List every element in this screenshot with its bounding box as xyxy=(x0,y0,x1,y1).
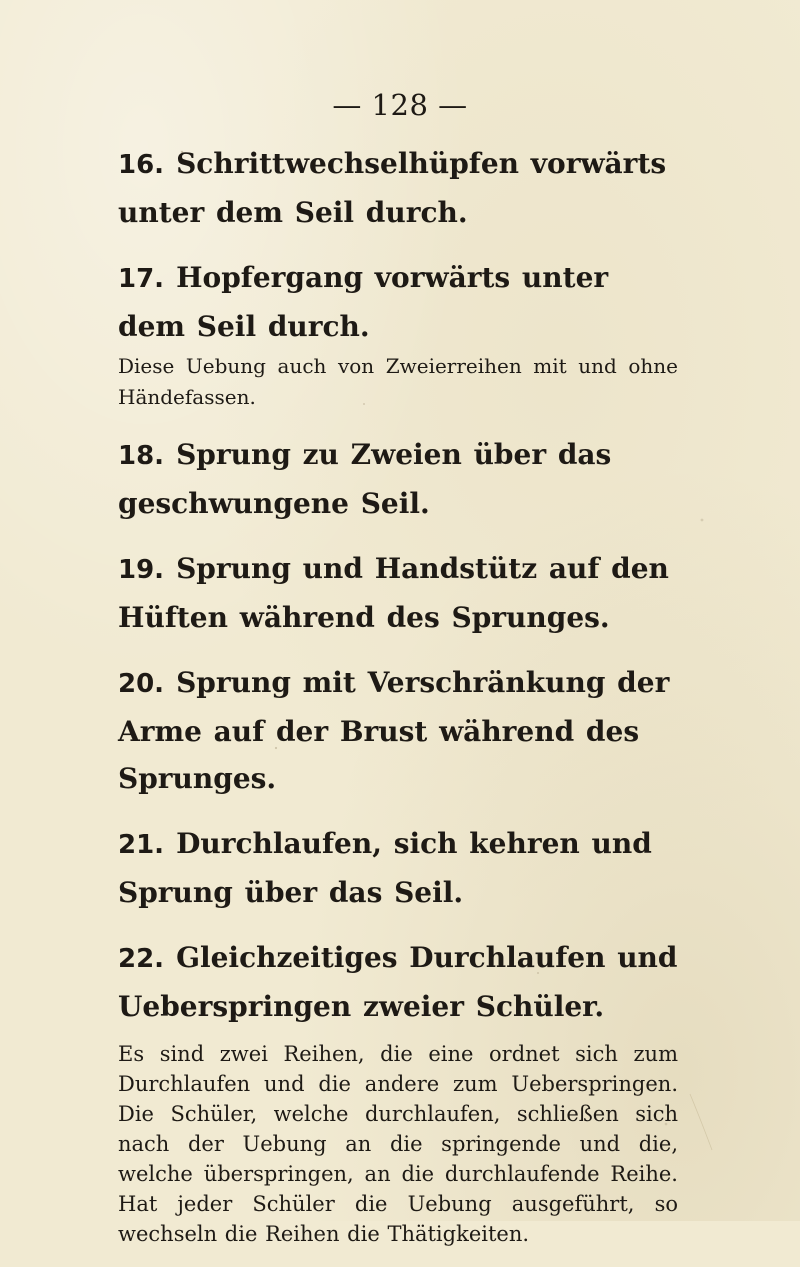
exercise-heading xyxy=(118,431,678,527)
exercise-19 xyxy=(118,545,678,641)
exercise-title: Sprung und Handstütz auf den Hüften während des Sprunges. xyxy=(118,552,669,634)
page-number: — 128 — xyxy=(332,88,468,122)
exercise-number: 21. xyxy=(118,830,165,860)
exercise-heading xyxy=(118,545,678,641)
exercise-number: 20. xyxy=(118,669,165,699)
exercise-list xyxy=(118,140,678,1267)
exercise-title: Sprung mit Verschränkung der Arme auf der Brust während des Sprunges. xyxy=(118,666,670,795)
exercise-heading xyxy=(118,140,678,236)
exercise-title: Durchlaufen, sich kehren und Sprung über das Seil. xyxy=(118,827,652,909)
exercise-20 xyxy=(118,659,678,802)
exercise-title: Hopfergang vorwärts unter dem Seil durch. xyxy=(118,261,609,343)
exercise-title: Schrittwechselhüpfen vorwärts unter dem Seil durch. xyxy=(118,147,667,229)
exercise-22 xyxy=(118,934,678,1249)
exercise-heading xyxy=(118,254,678,350)
exercise-title: Sprung zu Zweien über das geschwungene Seil. xyxy=(118,438,612,520)
exercise-heading xyxy=(118,659,678,802)
exercise-number: 16. xyxy=(118,150,165,180)
exercise-heading xyxy=(118,820,678,916)
exercise-number: 17. xyxy=(118,264,165,294)
exercise-16 xyxy=(118,140,678,236)
exercise-number: 19. xyxy=(118,555,165,585)
exercise-note: Es sind zwei Reihen, die eine ordnet sich zum Durchlaufen und die andere zum Ueberspringen. Die Schüler, welche durchlaufen, schließen sich nach der Uebung an die springende und die, welche überspringen, an die durchlaufende Reihe. Hat jeder Schüler die Uebung ausgeführt, so wechseln die Reihen die Thätigkeiten. xyxy=(118,1042,678,1246)
exercise-21 xyxy=(118,820,678,916)
exercise-note: Diese Uebung auch von Zweierreihen mit und ohne Händefassen. xyxy=(118,354,678,409)
exercise-17 xyxy=(118,254,678,413)
exercise-18 xyxy=(118,431,678,527)
exercise-number: 22. xyxy=(118,944,165,974)
exercise-heading xyxy=(118,934,678,1031)
exercise-number: 18. xyxy=(118,441,165,471)
exercise-title: Gleichzeitiges Durchlaufen und Ueberspringen zweier Schüler. xyxy=(118,941,678,1023)
